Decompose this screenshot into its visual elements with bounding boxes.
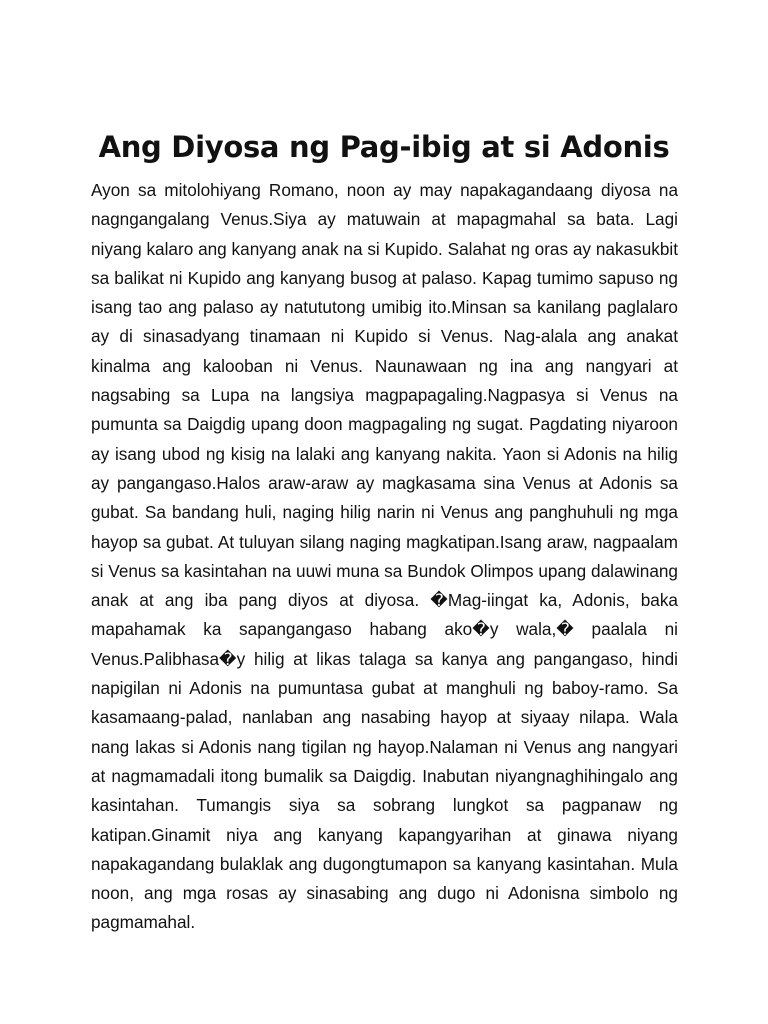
document-title: Ang Diyosa ng Pag-ibig at si Adonis <box>98 130 670 164</box>
document-body-paragraph: Ayon sa mitolohiyang Romano, noon ay may napakagandaang diyosa na nagngangalang Venus.Siya ay matuwain at mapagmahal sa bata. Lagi niyang kalaro ang kanyang anak na si Kupido. Salahat ng oras ay nakasukbit sa balikat ni Kupido ang kanyang busog at palaso. Kapag tumimo sapuso ng isang tao ang palaso ay natututong umibig ito.Minsan sa kanilang paglalaro ay di sinasadyang tinamaan ni Kupido si Venus. Nag-alala ang anakat kinalma ang kalooban ni Venus. Naunawaan ng ina ang nangyari at nagsabing sa Lupa na langsiya magpapagaling.Nagpasya si Venus na pumunta sa Daigdig upang doon magpagaling ng sugat. Pagdating niyaroon ay isang ubod ng kisig na lalaki ang kanyang nakita. Yaon si Adonis na hilig ay pangangaso.Halos araw-araw ay magkasama sina Venus at Adonis sa gubat. Sa bandang huli, naging hilig narin ni Venus ang panghuhuli ng mga hayop sa gubat. At tuluyan silang naging magkatipan.Isang araw, nagpaalam si Venus sa kasintahan na uuwi muna sa Bundok Olimpos upang dalawinang anak at ang iba pang diyos at diyosa. �Mag-iingat ka, Adonis, baka mapahamak ka sapangangaso habang ako�y wala,� paalala ni Venus.Palibhasa�y hilig at likas talaga sa kanya ang pangangaso, hindi napigilan ni Adonis na pumuntasa gubat at manghuli ng baboy-ramo. Sa kasamaang-palad, nanlaban ang nasabing hayop at siyaay nilapa. Wala nang lakas si Adonis nang tigilan ng hayop.Nalaman ni Venus ang nangyari at nagmamadali itong bumalik sa Daigdig. Inabutan niyangnaghihingalo ang kasintahan. Tumangis siya sa sobrang lungkot sa pagpanaw ng katipan.Ginamit niya ang kanyang kapangyarihan at ginawa niyang napakagandang bulaklak ang dugongtumapon sa kanyang kasintahan. Mula noon, ang mga rosas ay sinasabing ang dugo ni Adonisna simbolo ng pagmamahal. <box>91 180 678 933</box>
